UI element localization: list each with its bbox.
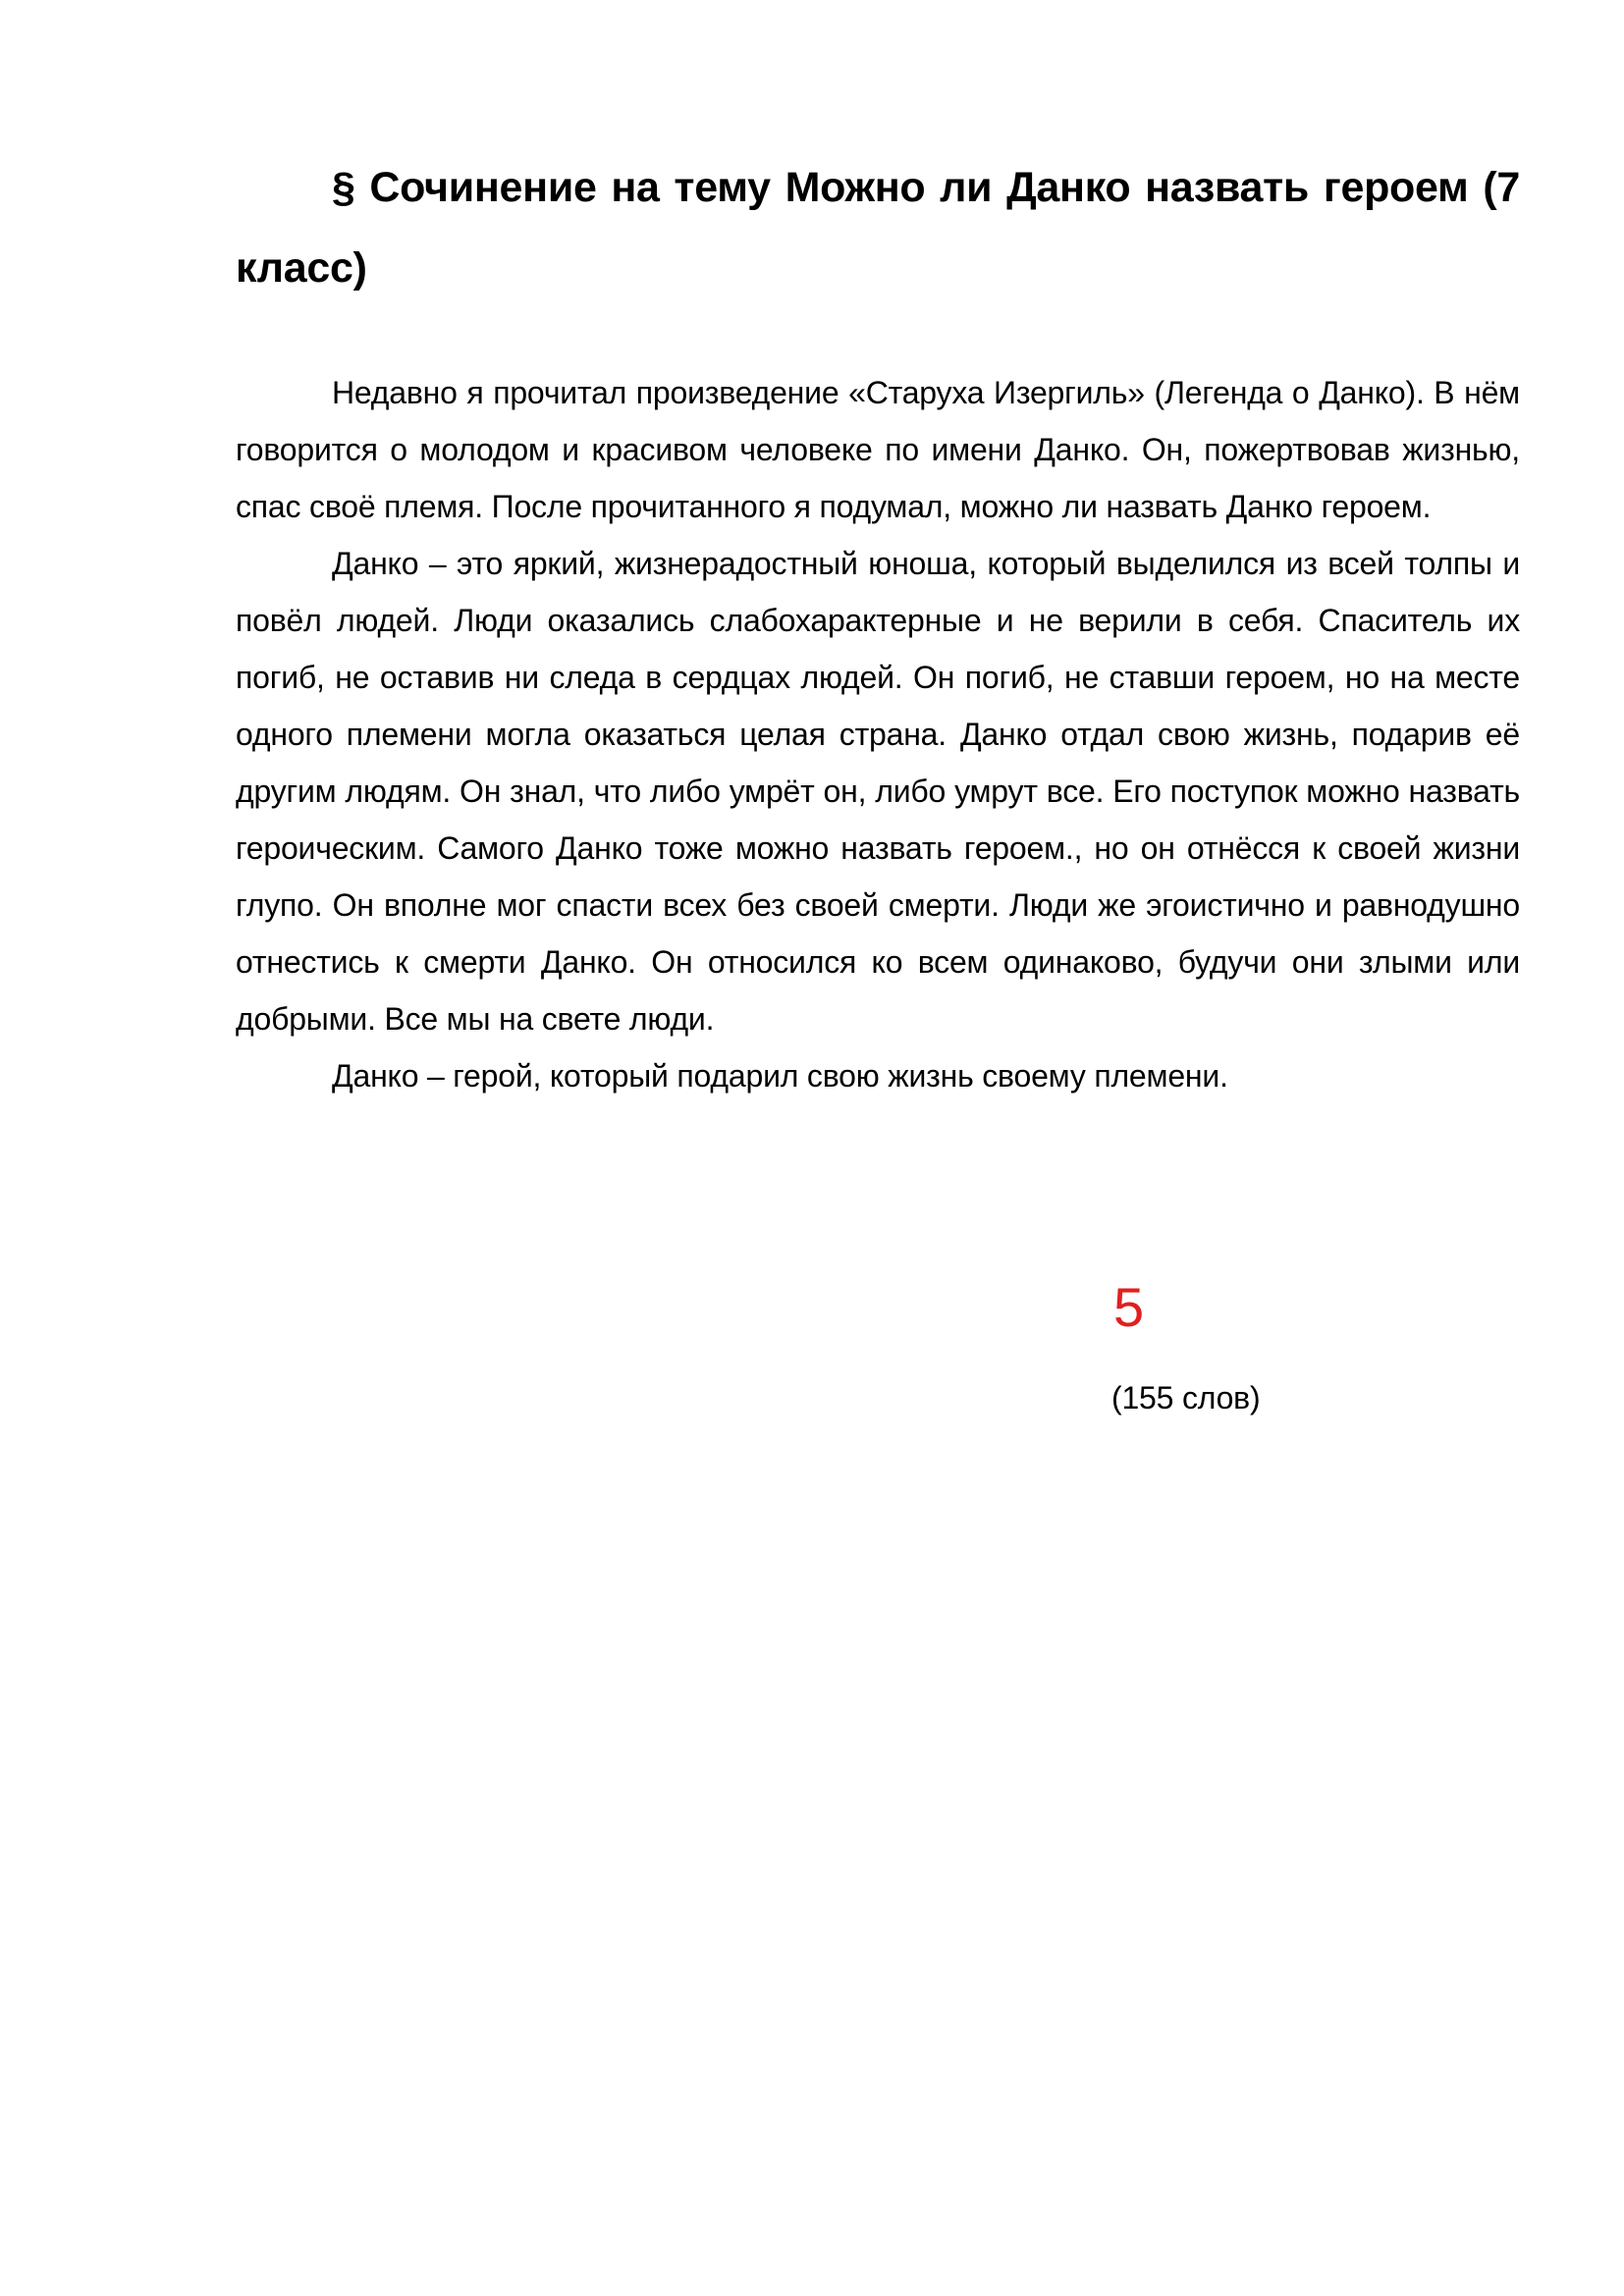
word-count: (155 слов) (1111, 1380, 1261, 1415)
essay-paragraph-main: Данко – это яркий, жизнерадостный юноша, который выделился из всей толпы и повёл людей. Люди оказались слабохарактерные и не верили в себя. Спаситель их погиб, не оставив ни следа в сердцах людей. Он погиб, не ставши героем, но на месте одного племени могла оказаться целая страна. Данко отдал свою жизнь, подарив её другим людям. Он знал, что либо умрёт он, либо умрут все. Его поступок можно назвать героическим. Самого Данко тоже можно назвать героем., но он отнёсся к своей жизни глупо. Он вполне мог спасти всех без своей смерти. Люди же эгоистично и равнодушно отнестись к смерти Данко. Он относился ко всем одинаково, будучи они злыми или добрыми. Все мы на свете люди. (236, 546, 1520, 1037)
essay-paragraph-intro: Недавно я прочитал произведение «Старуха Изергиль» (Легенда о Данко). В нём говорится о молодом и красивом человеке по имени Данко. Он, пожертвовав жизнью, спас своё племя. После прочитанного я подумал, можно ли назвать Данко героем. (236, 375, 1520, 524)
document-content (236, 147, 1520, 1104)
essay-title: § Сочинение на тему Можно ли Данко назвать героем (7 класс) (236, 164, 1520, 292)
essay-paragraph-conclusion: Данко – герой, который подарил свою жизнь своему племени. (332, 1058, 1228, 1094)
grade-mark: 5 (1113, 1276, 1145, 1338)
essay-body (236, 364, 1520, 1104)
